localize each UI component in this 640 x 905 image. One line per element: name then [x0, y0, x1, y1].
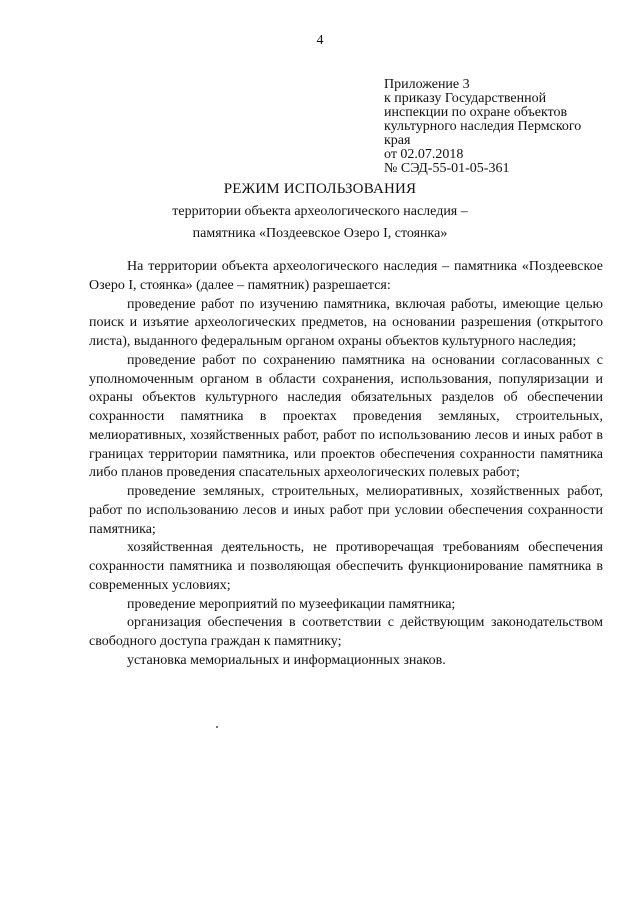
appendix-line: Приложение 3	[384, 77, 470, 92]
body-paragraph: проведение работ по изучению памятника, включая работы, имеющие целью поиск и изъятие археологических предметов, на основании разрешения (открытого листа), выданного федеральным органом охраны объектов культурного наследия;	[89, 296, 603, 349]
body-paragraph: проведение работ по сохранению памятника на основании согласованных с уполномоченным органом в области сохранения, использования, популяризации и охраны объектов культурного наследия обязательных разделов об обеспечении сохранности памятника в проектах проведения земляных, строительных, мелиоративных, хозяйственных работ, работ по использованию лесов и иных работ в границах территории памятника, или проектов обеспечения сохранности памятника либо планов проведения спасательных археологических полевых работ;	[89, 352, 603, 481]
appendix-date: от 02.07.2018	[384, 147, 464, 162]
document-subtitle: памятника «Поздеевское Озеро I, стоянка»	[192, 226, 448, 241]
document-body	[89, 258, 603, 671]
page-number: 4	[316, 33, 324, 48]
body-paragraph: хозяйственная деятельность, не противоречащая требованиям обеспечения сохранности памятника и позволяющая обеспечить функционирование памятника в современных условиях;	[89, 540, 603, 593]
appendix-block	[384, 78, 624, 176]
document-title: РЕЖИМ ИСПОЛЬЗОВАНИЯ	[223, 181, 417, 197]
body-paragraph: проведение земляных, строительных, мелиоративных, хозяйственных работ, работ по использованию лесов и иных работ при условии обеспечения сохранности памятника;	[89, 484, 603, 537]
appendix-line: инспекции по охране объектов	[384, 105, 568, 120]
body-paragraph: установка мемориальных и информационных знаков.	[127, 652, 446, 668]
appendix-number: № СЭД-55-01-05-361	[384, 161, 510, 176]
appendix-line: к приказу Государственной	[384, 91, 547, 106]
appendix-line: края	[384, 133, 411, 148]
body-paragraph: организация обеспечения в соответствии с действующим законодательством свободного доступа граждан к памятнику;	[89, 615, 603, 649]
body-paragraph-intro: На территории объекта археологического наследия – памятника «Поздеевское Озеро I, стоянка» (далее – памятник) разрешается:	[89, 259, 603, 293]
appendix-line: культурного наследия Пермского	[384, 119, 582, 134]
document-subtitle: территории объекта археологического наследия –	[172, 204, 468, 219]
scan-speck	[216, 726, 218, 728]
body-paragraph: проведение мероприятий по музеефикации памятника;	[127, 596, 456, 612]
